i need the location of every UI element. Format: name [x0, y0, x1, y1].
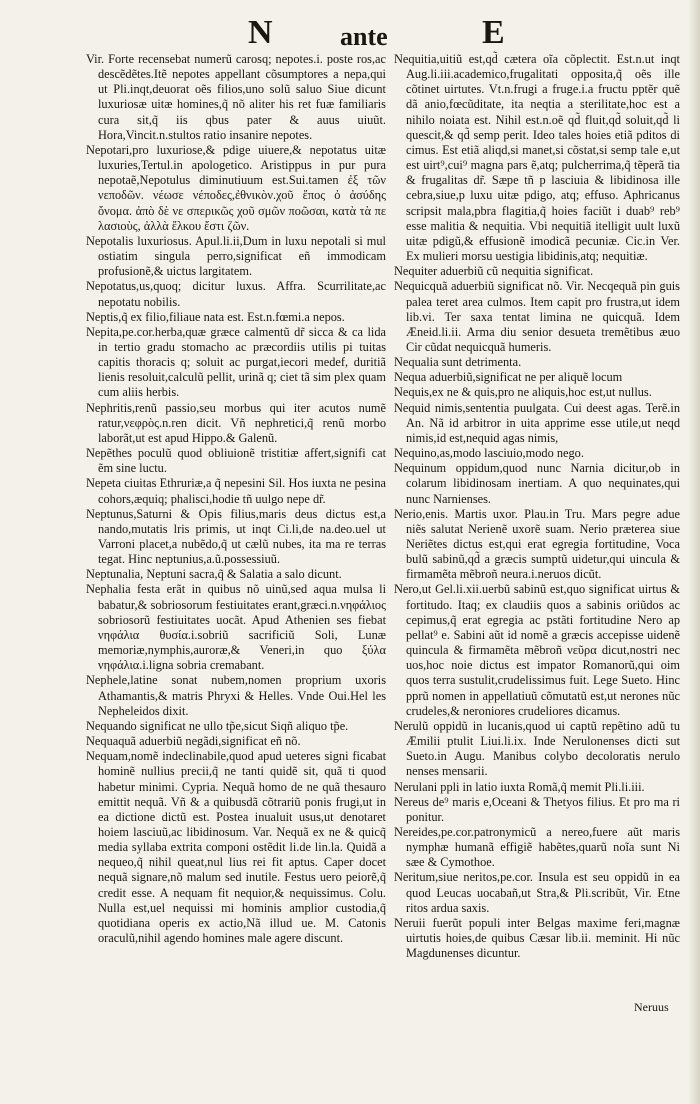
dictionary-entry: Neptis,q̃ ex filio,filiaue nata est. Est.n.fœmi.a nepos. [86, 309, 345, 324]
dictionary-entry: Nerulũ oppidũ in lucanis,quod ui captũ repẽtino adũ tu Æmilii ptulit Liui.li.ix. Inde Nerulonenses dicti sut Sueto.in Augu. Manibus colybo decoloratis nerulo nenses mensarii. [394, 718, 680, 779]
page-gutter-shadow [688, 0, 700, 1104]
dictionary-entry: Nereides,pe.cor.patronymicũ a nereo,fuere aũt maris nymphæ humanã effigiẽ habẽtes,quarũ noĩa sunt Ni sæe & Cymothoe. [394, 824, 680, 870]
dictionary-entry: Nequis,ex ne & quis,pro ne aliquis,hoc est,ut nullus. [394, 385, 652, 400]
dictionary-entry: Nepita,pe.cor.herba,quæ græce calmentũ dr̃ sicca & ca lida in tertio gradu stomacho ac præcordiis utilis pi tuitas capitis thoracis q; soluit ac purgat,iecori medef, duritiã lienis resoluit,calculũ pellit, urinã q; ciet tã sim plex quam cum aliis herbis. [86, 324, 386, 400]
running-header [0, 14, 700, 56]
dictionary-entry: Nequid nimis,sententia puulgata. Cui deest agas. Terẽ.in An. Nã id arbitror in uita apprime esse utile,ut neqd nimis,id est,nequid agas nimis, [394, 400, 680, 445]
dictionary-entry: Nerio,enis. Martis uxor. Plau.in Tru. Mars pegre adue niẽs salutat Nerienẽ uxorẽ suam. Nerio præterea siue Neriẽtes dictus est,qui erat egregia fortitudine, Voca bulũ sabinũ,qd̃ a græcis sumptũ uidetur,qui uincula & firmamẽta mẽbroñ neura.i.neruos dicũt. [394, 506, 680, 582]
dictionary-entry: Nequalia sunt detrimenta. [394, 355, 522, 370]
dictionary-entry: Nequiter aduerbiũ cũ nequitia significat. [394, 264, 594, 279]
header-right-letter: E [482, 14, 505, 51]
dictionary-entry: Nequitia,uitiũ est,qd̃ cætera oĩa cõplectit. Est.n.ut inqt Aug.li.iii.academico,frugalitati opposita,q̃ oẽs ille cõtinet uirtutes. Vt.n.frugi a fruge.i.a fructu pptẽr quẽ dã anio,fœcũditate, ita neqtia a sterilitate,hoc est a nihilo noiata est. Nihil est.n.oẽ qd̃ fluit,qd̃ soluit,qd̃ li quescit,& qd̃ semp perit. Ideo tales hoies etiã pditos di cimus. Est etiã aliqd,si manet,si cõstat,si semp tale e,ut est uirt⁹,cui⁹ magna pars ẽ,atq; pulcherrima,q̃ tẽperã tia & frugalitas dr̃. Sæpe tñ p lasciuia & libidinosa ille cebra,siue,p luxu uitæ pdigo, atq; effuso. Aphricanus scripsit mala,pbra flagitia,q̃ hoies faciũt i duab⁹ reb⁹ esse malitia & nequitia. Vbi nequitiã itelligit uult luxũ uitæ pdigũ,& effusionẽ imodicã pecuniæ. Cic.in Ver. Ex mulieri morsu uestigia libidinis,atq; nequitiæ. [394, 52, 680, 264]
dictionary-entry: Nequaquã aduerbiũ negãdi,significat eñ nõ. [86, 734, 301, 749]
dictionary-entry: Neruii fuerũt populi inter Belgas maxime feri,magnæ uirtutis hoies,de quibus Cæsar lib.ii. meminit. Hi nũc Magdunenses dicuntur. [394, 915, 680, 961]
dictionary-entry: Nequinum oppidum,quod nunc Narnia dicitur,ob in colarum libidinosam inertiam. A quo nequinates,qui nunc Narnienses. [394, 461, 680, 506]
dictionary-entry: Nereus de⁹ maris e,Oceani & Thetyos filius. Et pro ma ri ponitur. [394, 794, 680, 824]
dictionary-entry: Nero,ut Gel.li.xii.uerbũ sabinũ est,quo significat uirtus & fortitudo. Itaq; ex claudiis quos a sabinis oriũdos ac cepimus,q̃ erat egregia ac pstãti fortitudine Nero ap pellat⁹ e. Sabini aũt id nomẽ a græcis accepisse uidenẽ quincula & firmamẽta mẽbroñ νεῦρα dicut,nostri nec uos,hoc noie dictus est impator Romanorũ,qui oim quos terra sustulit,crudelissimus fuit. Lege Sueto. Hinc pprũ nomen in appellatiuũ cõmutatũ est,ut nerones nũc crudeles,& neroniores crudeliores dicamus. [394, 582, 680, 718]
dictionary-entry: Nephritis,renũ passio,seu morbus qui iter acutos numẽ ratur,νεφρὸς.n.ren dicit. Vñ nephretici,q̃ renũ morbo laborãt,ut est apud Hippo.& Galenũ. [86, 400, 386, 445]
dictionary-entry: Neritum,siue neritos,pe.cor. Insula est seu oppidũ in ea quod Leucas uocabañ,ut Stra,& Pli.scribũt, Vir. Etne ritos ardua saxis. [394, 870, 680, 915]
dictionary-entry: Neptunalia, Neptuni sacra,q̃ & Salatia a salo dicunt. [86, 567, 342, 582]
left-column [86, 52, 386, 946]
right-column [394, 52, 680, 961]
header-left-letter: N [248, 14, 273, 51]
dictionary-entry: Nephalia festa erãt in quibus nõ uinũ,sed aqua mulsa li babatur,& sobriosorum festiuitates erant,græci.n.νηφάλιος sobriosorũ festiuitates uocãt. Apud Athenien ses fiebat νηφάλια θυσία.i.sobriũ sacrificiũ Soli, Lunæ memoriæ,nymphis,auroræ,& Veneri,in quo ξύλα νηφάλια.i.ligna sobria cremabant. [86, 582, 386, 673]
dictionary-entry: Neptunus,Saturni & Opis filius,maris deus dictus est,a nando,mutatis lris primis, ut inqt Ci.li,de na.deo.uel ut Varroni placet,a nubẽdo,q̃ ut cælũ nubes, ita ma re terras tegat. Hinc neptunius,a.ũ.possessiuũ. [86, 506, 386, 567]
dictionary-entry: Nepotalis luxuriosus. Apul.li.ii,Dum in luxu nepotali si mul ostiatim singula perro,significat eñ immodicam profusionẽ,& uictus largitatem. [86, 233, 386, 279]
header-middle-word: ante [340, 22, 388, 51]
dictionary-entry: Nepotari,pro luxuriose,& pdige uiuere,& nepotatus uitæ luxuries,Tertul.in apologetico. Aristippus in pur pura nepotaẽ,Nepotulus diminutiuum est.Sui.tamen ἐξ τῶν νεποδῶν. νέωσε νέποδες,ἐθνικὸν.χοῦ ἔπος ὀ ἀσύδης ὄνομα. ἀπὸ δὲ νε σπερικῶς χοῦ σμῶν ποῶσαι, κατὰ τὰ πε λασιοὺς, ἀλλὰ ἔλκου ἔστι ζῶν. [86, 142, 386, 233]
dictionary-entry: Nequam,nomẽ indeclinabile,quod apud ueteres signi ficabat hominẽ nullius precii,q̃ ne tanti quidẽ sit, quã ti quod habetur minimi. Cypria. Nequã homo de ne quã thesauro emittit nequã. Vñ & a quibusdã cõtrariũ ponis frugi,ut in ea dictione dictũ est. Postea inualuit usus,ut denotaret hoiem lasciuũ,ac libidinosum. Var. Nequã ex ne & quicq̃ media syllaba extrita componi ostẽdit li.de lin.la. Quidã a nequeo,q̃ nihil queat,nul lius rei fit aptus. Caper docet nequã signare,nõ malum sed inutile. Festus uero peiorẽ,q̃ credit esse. A nequam fit nequior,& nequissimus. Colu. Nulla est,uel nequissi mi hominis amplior custodia,q̃ quotidiana operis ex actio,Nã illud ue. M. Catonis oraculũ,nihil agendo homines male agere discunt. [86, 749, 386, 946]
dictionary-entry: Nequando significat ne ullo tp̃e,sicut Siqñ aliquo tp̃e. [86, 718, 349, 733]
dictionary-entry: Vir. Forte recensebat numerũ carosq; nepotes.i. poste ros,ac descẽdẽtes.Itẽ nepotes appellant cõsumptores a nepa,qui ut Pli.inqt,deuorat oẽs filios,uno solũ saluo Siue dicunt luxuriosæ uitæ homines,q̃ nõ aliter his ret fuæ familiaris cura sit,q̃ iis qbus pater & auus uiuũt. Hora,Vincit.n.stultos ratio insanire nepotes. [86, 52, 386, 142]
dictionary-entry: Nerulani ppli in latio iuxta Romã,q̃ memit Pli.li.iii. [394, 779, 645, 794]
dictionary-entry: Nephele,latine sonat nubem,nomen proprium uxoris Athamantis,& matris Phryxi & Helles. Vnde Oui.Hel les Nepheleidos dixit. [86, 673, 386, 718]
dictionary-entry: Nepeta ciuitas Ethruriæ,a q̃ nepesini Sil. Hos iuxta ne pesina cohors,æquiq; phalisci,hodie tñ uulgo nepe dr̃. [86, 476, 386, 506]
dictionary-entry: Nequicquã aduerbiũ significat nõ. Vir. Necqequã pin guis palea teret area culmos. Item capit pro frustra,ut idem lib.vi. Ter saxa tentat limina ne quicquã. Idem Æneid.li.ii. Arma diu senior desueta tremẽtibus æuo Cir cũdat nequicquã humeris. [394, 279, 680, 354]
dictionary-entry: Nequino,as,modo lasciuio,modo nego. [394, 446, 584, 461]
dictionary-entry: Nequa aduerbiũ,significat ne per aliquẽ locum [394, 370, 623, 385]
catchword: Neruus [634, 1000, 669, 1014]
dictionary-entry: Nepẽthes poculũ quod obliuionẽ tristitiæ affert,signifi cat ẽm sine luctu. [86, 446, 386, 476]
dictionary-entry: Nepotatus,us,quoq; dicitur luxus. Affra. Scurrilitate,ac nepotatu nobilis. [86, 279, 386, 309]
